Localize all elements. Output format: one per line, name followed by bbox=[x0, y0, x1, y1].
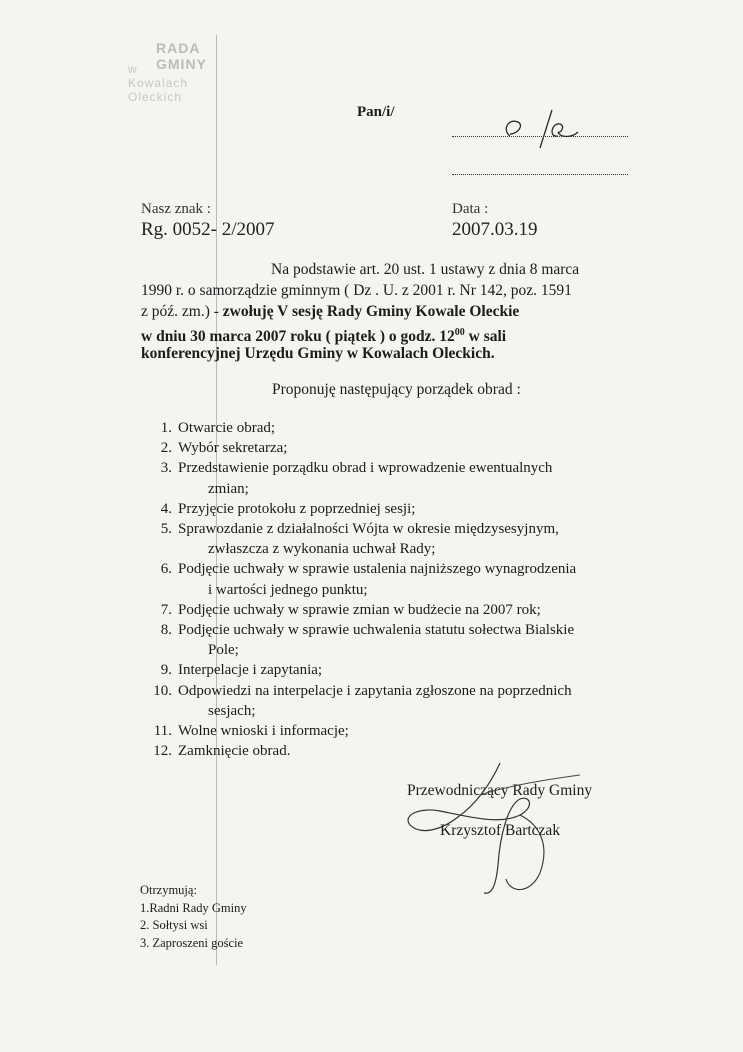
recipient-item: 1.Radni Rady Gminy bbox=[140, 900, 247, 915]
agenda-item-text: Zamknięcie obrad. bbox=[178, 743, 291, 760]
intro-line-3 bbox=[141, 302, 519, 322]
stamp-line-2: w Kowalach Oleckich bbox=[128, 62, 189, 104]
reference-value: Rg. 0052- 2/2007 bbox=[141, 219, 275, 240]
agenda-item-text: Sprawozdanie z działalności Wójta w okresie międzysesyjnym, bbox=[178, 521, 559, 538]
addressee-label: Pan/i/ bbox=[357, 104, 395, 120]
agenda-item-text: Podjęcie uchwały w sprawie uchwalenia statutu sołectwa Bialskie bbox=[178, 622, 575, 639]
agenda-item-number bbox=[148, 580, 178, 600]
agenda-item bbox=[148, 681, 668, 701]
agenda-item-number bbox=[148, 479, 178, 499]
recipient-item: 3. Zaproszeni goście bbox=[140, 935, 244, 950]
agenda-item-text: zwłaszcza z wykonania uchwał Rady; bbox=[208, 541, 436, 558]
agenda-item bbox=[148, 438, 668, 458]
agenda-item-number: 5. bbox=[160, 521, 172, 538]
intro-line-2: 1990 r. o samorządzie gminnym ( Dz . U. z 2001 r. Nr 142, poz. 1591 bbox=[141, 282, 572, 299]
agenda-item bbox=[148, 418, 668, 438]
agenda-item bbox=[148, 600, 668, 620]
agenda-item-number: 1. bbox=[160, 420, 172, 436]
agenda-item-number: 9. bbox=[160, 662, 172, 679]
signatory-title: Przewodniczący Rady Gminy bbox=[407, 782, 593, 799]
agenda-item-text: Otwarcie obrad; bbox=[178, 420, 276, 436]
agenda-item-number bbox=[148, 640, 178, 660]
agenda-item-continuation bbox=[148, 701, 668, 721]
agenda-item-number: 10. bbox=[153, 682, 172, 699]
reference-label: Nasz znak : bbox=[141, 201, 211, 217]
addressee-handwriting bbox=[500, 108, 590, 155]
stamp-line-1: RADA GMINY bbox=[156, 40, 207, 72]
signatory-name: Krzysztof Bartczak bbox=[440, 822, 561, 839]
agenda-item-text: i wartości jednego punktu; bbox=[208, 581, 368, 598]
handwriting-mark bbox=[500, 108, 590, 150]
addressee-line-2 bbox=[452, 174, 628, 175]
intro-line-5: konferencyjnej Urzędu Gminy w Kowalach Oleckich. bbox=[141, 345, 495, 362]
agenda-item-number: 12. bbox=[153, 743, 172, 760]
agenda-item-continuation bbox=[148, 580, 668, 600]
agenda-item-text: Wolne wnioski i informacje; bbox=[178, 723, 349, 740]
agenda-item-text: Przedstawienie porządku obrad i wprowadzenie ewentualnych bbox=[178, 460, 553, 477]
recipient-item: 2. Sołtysi wsi bbox=[140, 918, 208, 932]
agenda-item-number bbox=[148, 539, 178, 559]
agenda-item-number: 2. bbox=[160, 440, 172, 457]
agenda-item bbox=[148, 721, 668, 741]
agenda-item bbox=[148, 458, 668, 478]
agenda-item-number: 8. bbox=[160, 622, 172, 639]
intro-line-3-plain: z póź. zm.) - bbox=[141, 303, 223, 320]
agenda-item bbox=[148, 519, 668, 539]
agenda-item-text: Pole; bbox=[208, 642, 239, 659]
meeting-time-minutes: 00 bbox=[454, 327, 465, 338]
agenda-list bbox=[148, 418, 668, 761]
agenda-item bbox=[148, 620, 668, 640]
addressee-line-1 bbox=[452, 136, 628, 137]
intro-line-1: Na podstawie art. 20 ust. 1 ustawy z dnia 8 marca bbox=[271, 261, 580, 278]
meeting-datetime: w dniu 30 marca 2007 roku ( piątek ) o godz. 12 bbox=[141, 328, 455, 346]
intro-line-3-bold: zwołuję V sesję Rady Gminy Kowale Oleckie bbox=[222, 303, 520, 320]
recipients-heading: Otrzymują: bbox=[140, 883, 197, 897]
agenda-item-continuation bbox=[148, 539, 668, 559]
agenda-item-text: Przyjęcie protokołu z poprzedniej sesji; bbox=[178, 500, 416, 517]
agenda-item-number: 7. bbox=[160, 601, 172, 618]
agenda-item-number: 6. bbox=[160, 561, 172, 578]
meeting-location-start: w sali bbox=[464, 328, 507, 346]
agenda-heading: Proponuję następujący porządek obrad : bbox=[272, 381, 521, 398]
agenda-item-text: Podjęcie uchwały w sprawie ustalenia najniższego wynagrodzenia bbox=[178, 561, 577, 578]
agenda-item-number: 4. bbox=[160, 500, 172, 517]
agenda-item-number: 11. bbox=[153, 723, 172, 740]
agenda-item-text: Podjęcie uchwały w sprawie zmian w budżecie na 2007 rok; bbox=[178, 601, 541, 618]
agenda-item-text: Wybór sekretarza; bbox=[178, 440, 288, 457]
agenda-item-text: Odpowiedzi na interpelacje i zapytania zgłoszone na poprzednich bbox=[178, 682, 572, 699]
agenda-item bbox=[148, 499, 668, 519]
agenda-item-text: zmian; bbox=[208, 480, 249, 497]
agenda-item-number: 3. bbox=[160, 460, 172, 477]
agenda-item-continuation bbox=[148, 479, 668, 499]
agenda-item bbox=[148, 559, 668, 579]
agenda-item-text: Interpelacje i zapytania; bbox=[178, 662, 323, 679]
recipients-block bbox=[140, 882, 247, 952]
agenda-item-continuation bbox=[148, 640, 668, 660]
date-value: 2007.03.19 bbox=[452, 219, 538, 240]
agenda-item-number bbox=[148, 701, 178, 721]
agenda-item bbox=[148, 660, 668, 680]
agenda-item-text: sesjach; bbox=[208, 702, 256, 719]
date-label: Data : bbox=[452, 201, 489, 217]
